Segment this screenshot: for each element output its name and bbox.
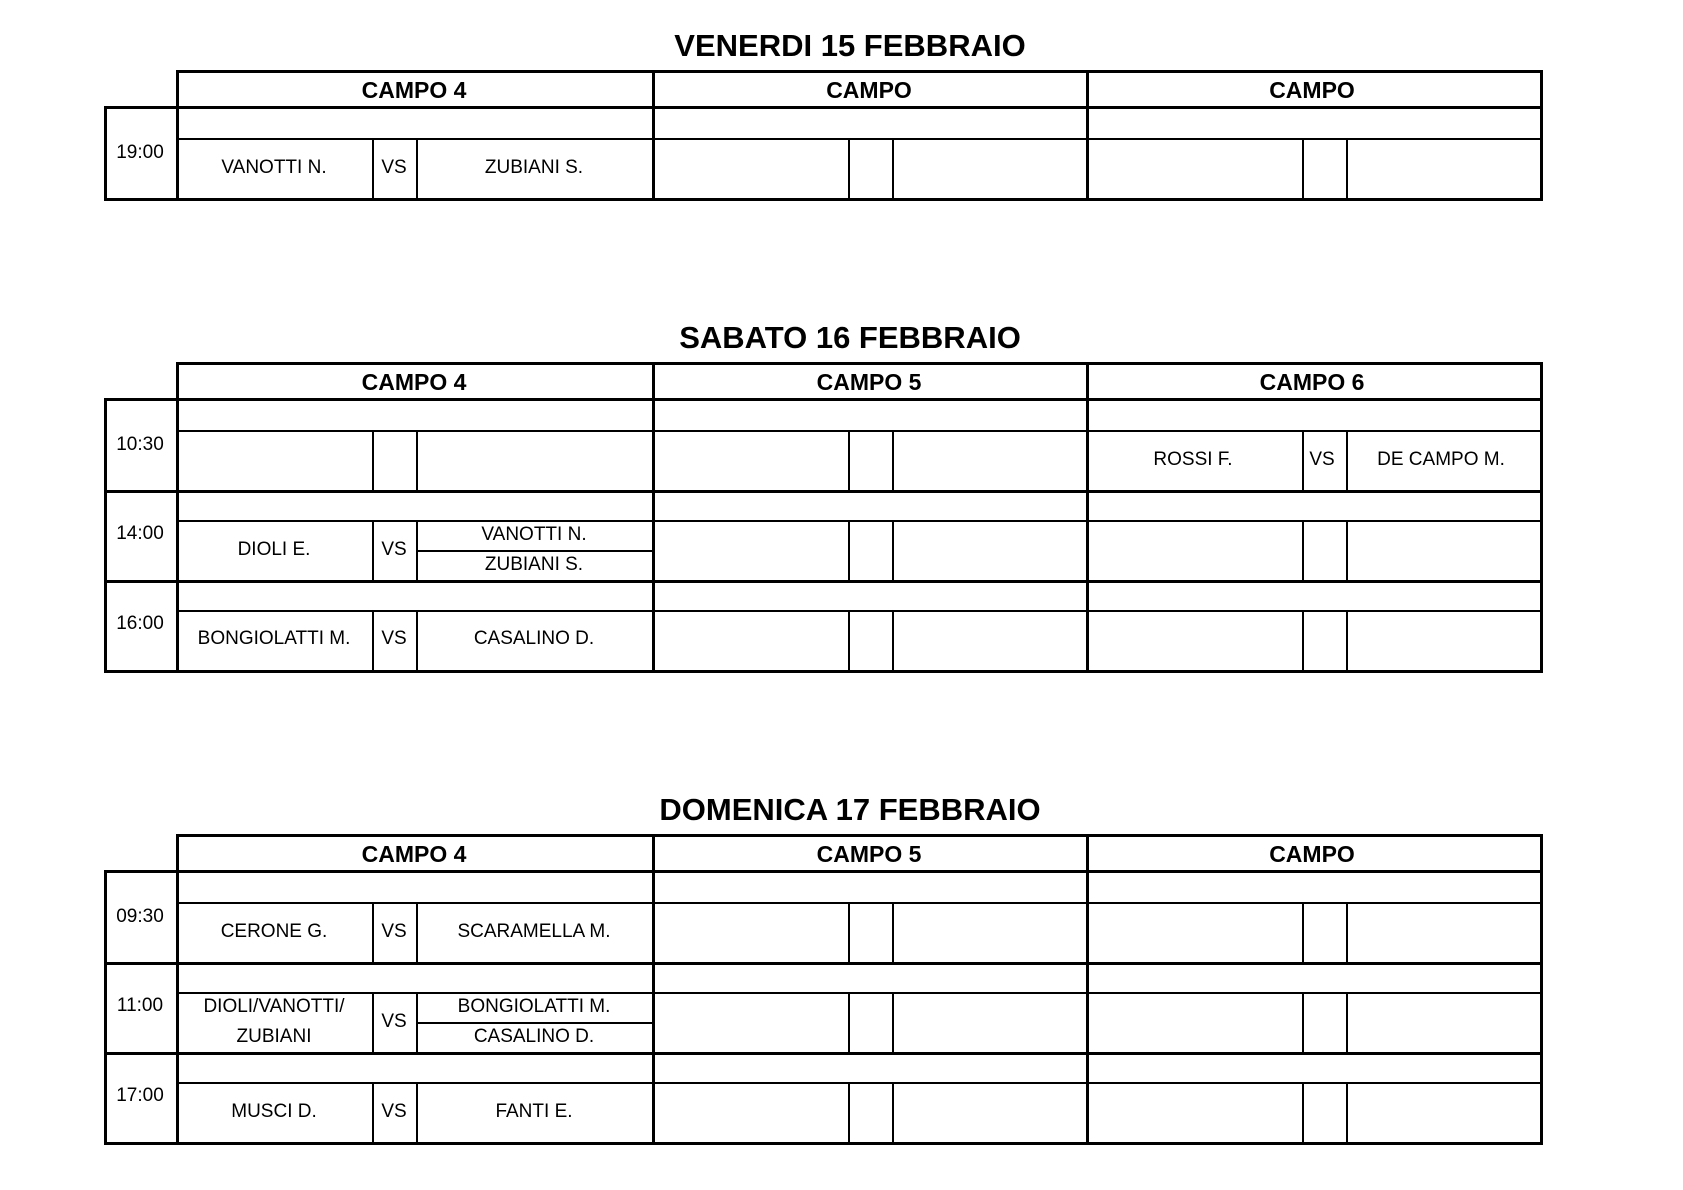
grid-line: [892, 138, 894, 198]
player-away-partner: CASALINO D.: [473, 1026, 595, 1047]
grid-line: [104, 870, 176, 873]
grid-line: [1302, 430, 1304, 490]
grid-line: [176, 834, 1543, 837]
player-home: CERONE G.: [220, 921, 328, 942]
player-away: VANOTTI N.: [481, 524, 587, 545]
time-slot: 09:30: [116, 906, 164, 927]
grid-line: [416, 902, 418, 962]
grid-line: [1540, 834, 1543, 1142]
grid-line: [1540, 70, 1543, 198]
grid-line: [848, 138, 850, 198]
grid-line: [176, 362, 179, 670]
grid-line: [892, 610, 894, 670]
grid-line: [104, 670, 1543, 673]
time-slot: 14:00: [116, 523, 164, 544]
grid-line: [104, 398, 176, 401]
time-slot: 10:30: [116, 434, 164, 455]
day-title: VENERDI 15 FEBBRAIO: [674, 28, 1026, 63]
grid-line: [1346, 992, 1348, 1052]
grid-line: [416, 610, 418, 670]
player-home: BONGIOLATTI M.: [197, 628, 351, 649]
grid-line: [176, 398, 1543, 401]
grid-line: [848, 1082, 850, 1142]
grid-line: [1346, 520, 1348, 580]
player-away: ZUBIANI S.: [484, 157, 584, 178]
grid-line: [176, 520, 1540, 522]
time-slot: 11:00: [116, 995, 164, 1016]
grid-line: [104, 962, 1543, 965]
vs-label: VS: [381, 157, 407, 178]
time-slot: 19:00: [116, 142, 164, 163]
grid-line: [416, 1082, 418, 1142]
player-home-line2: ZUBIANI: [236, 1026, 312, 1047]
grid-line: [104, 106, 176, 109]
grid-line: [1346, 1082, 1348, 1142]
vs-label: VS: [1309, 449, 1335, 470]
grid-line: [1086, 834, 1089, 1142]
grid-line: [1302, 610, 1304, 670]
field-header: CAMPO 6: [1259, 368, 1365, 395]
vs-label: VS: [381, 921, 407, 942]
player-home: VANOTTI N.: [221, 157, 327, 178]
grid-line: [176, 992, 1540, 994]
vs-label: VS: [381, 1011, 407, 1032]
grid-line: [176, 70, 179, 198]
grid-line: [176, 1082, 1540, 1084]
grid-line: [1302, 138, 1304, 198]
grid-line: [176, 70, 1543, 73]
grid-line: [1086, 362, 1089, 670]
grid-line: [176, 902, 1540, 904]
vs-label: VS: [381, 539, 407, 560]
field-header: CAMPO: [826, 76, 912, 103]
player-away: CASALINO D.: [473, 628, 595, 649]
grid-line: [104, 580, 1543, 583]
field-header: CAMPO 5: [816, 840, 922, 867]
player-away: DE CAMPO M.: [1377, 449, 1505, 470]
field-header: CAMPO: [1269, 76, 1355, 103]
field-header: CAMPO 4: [361, 840, 467, 867]
field-header: CAMPO 4: [361, 368, 467, 395]
grid-line: [372, 520, 374, 580]
grid-line: [1346, 430, 1348, 490]
grid-line: [104, 490, 1543, 493]
grid-line: [176, 610, 1540, 612]
grid-line: [892, 992, 894, 1052]
grid-line: [104, 398, 107, 670]
grid-line: [104, 1052, 1543, 1055]
grid-line: [892, 430, 894, 490]
grid-line: [1346, 138, 1348, 198]
player-home: ROSSI F.: [1153, 449, 1233, 470]
grid-line: [848, 520, 850, 580]
grid-line: [1346, 902, 1348, 962]
grid-line: [416, 1022, 652, 1024]
grid-line: [372, 610, 374, 670]
grid-line: [848, 992, 850, 1052]
grid-line: [416, 138, 418, 198]
field-header: CAMPO: [1269, 840, 1355, 867]
grid-line: [104, 198, 1543, 201]
grid-line: [104, 870, 107, 1142]
grid-line: [372, 138, 374, 198]
player-home: DIOLI E.: [237, 539, 311, 560]
grid-line: [848, 610, 850, 670]
player-away-partner: ZUBIANI S.: [484, 554, 584, 575]
grid-line: [176, 138, 1540, 140]
grid-line: [372, 430, 374, 490]
grid-line: [176, 430, 1540, 432]
grid-line: [892, 520, 894, 580]
grid-line: [104, 106, 107, 198]
vs-label: VS: [381, 628, 407, 649]
grid-line: [176, 106, 1543, 109]
grid-line: [848, 430, 850, 490]
grid-line: [176, 834, 179, 1142]
time-slot: 17:00: [116, 1085, 164, 1106]
grid-line: [652, 70, 655, 198]
grid-line: [1086, 70, 1089, 198]
day-title: SABATO 16 FEBBRAIO: [679, 320, 1021, 355]
grid-line: [372, 1082, 374, 1142]
day-title: DOMENICA 17 FEBBRAIO: [659, 792, 1041, 827]
grid-line: [372, 992, 374, 1052]
player-home: MUSCI D.: [231, 1101, 317, 1122]
grid-line: [104, 1142, 1543, 1145]
grid-line: [1346, 610, 1348, 670]
grid-line: [176, 362, 1543, 365]
grid-line: [176, 870, 1543, 873]
vs-label: VS: [381, 1101, 407, 1122]
grid-line: [1302, 520, 1304, 580]
grid-line: [892, 1082, 894, 1142]
grid-line: [1302, 992, 1304, 1052]
player-home: DIOLI/VANOTTI/: [203, 996, 345, 1017]
grid-line: [1540, 362, 1543, 670]
grid-line: [372, 902, 374, 962]
player-away: BONGIOLATTI M.: [457, 996, 611, 1017]
grid-line: [892, 902, 894, 962]
grid-line: [848, 902, 850, 962]
grid-line: [416, 550, 652, 552]
grid-line: [652, 834, 655, 1142]
grid-line: [1302, 1082, 1304, 1142]
field-header: CAMPO 4: [361, 76, 467, 103]
field-header: CAMPO 5: [816, 368, 922, 395]
time-slot: 16:00: [116, 613, 164, 634]
player-away: FANTI E.: [495, 1101, 573, 1122]
grid-line: [652, 362, 655, 670]
player-away: SCARAMELLA M.: [457, 921, 611, 942]
grid-line: [1302, 902, 1304, 962]
grid-line: [416, 430, 418, 490]
